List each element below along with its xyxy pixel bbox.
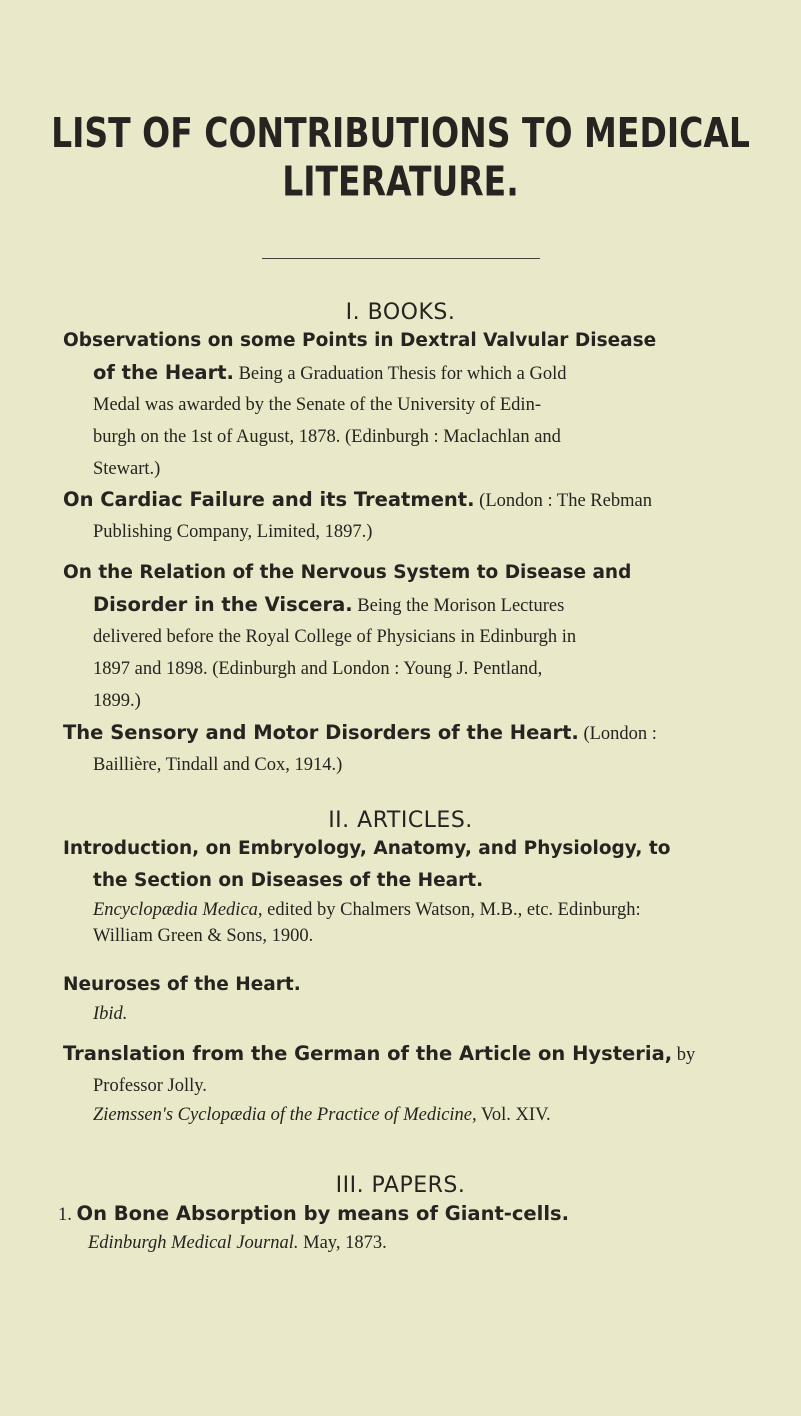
entry-title: Neuroses of the Heart. [63,974,301,995]
entry-citation [63,1102,743,1128]
entry-citation: William Green & Sons, 1900. [93,926,314,946]
entry-line [63,1038,743,1070]
entry-citation [63,897,743,923]
entry-text: 1899.) [93,691,141,711]
entry-title: On Cardiac Failure and its Treatment. [63,488,475,511]
entry-text: delivered before the Royal College of Physicians in Edinburgh in [93,627,577,647]
entry-title: On Bone Absorption by means of Giant-cells. [76,1202,570,1225]
entry-text: (London : The Rebman [474,491,652,511]
book-entry-cardiac-failure [63,484,743,548]
paper-entry-bone-absorption [58,1198,738,1256]
article-entry-neuroses [63,969,743,1027]
entry-title: Disorder in the Viscera. [93,593,353,616]
entry-title: the Section on Diseases of the Heart. [93,870,484,891]
entry-citation [58,1230,738,1256]
entry-text: (London : [578,724,657,744]
entry-text: burgh on the 1st of August, 1878. (Edinburgh : Maclachlan and [93,427,561,447]
entry-line [63,717,743,749]
entry-text: Medal was awarded by the Senate of the University of Edin- [93,395,541,415]
entry-title: Translation from the German of the Article on Hysteria, [63,1042,673,1065]
entry-title: of the Heart. [93,361,234,384]
entry-text: 1897 and 1898. (Edinburgh and London : Young J. Pentland, [93,659,543,679]
title-divider [262,258,540,259]
entry-number: 1. [58,1205,72,1225]
citation-source: Encyclopædia Medica, [93,900,263,920]
entry-line [58,1198,738,1230]
entry-line [63,484,743,516]
entry-title: Observations on some Points in Dextral Valvular Disease [63,330,657,351]
citation-source: Ziemssen's Cyclopædia of the Practice of Medicine, [93,1105,477,1125]
citation-source: Edinburgh Medical Journal. [88,1233,299,1253]
entry-text: by [672,1045,696,1065]
books-heading: I. BOOKS. [345,300,456,325]
citation-text: edited by Chalmers Watson, M.B., etc. Edinburgh: [262,900,641,920]
entry-title: The Sensory and Motor Disorders of the Heart. [63,721,579,744]
citation-text: Vol. XIV. [476,1105,551,1125]
entry-text: Baillière, Tindall and Cox, 1914.) [93,755,343,775]
page-title: LIST OF CONTRIBUTIONS TO MEDICAL LITERATURE. [51,108,750,206]
entry-title: Introduction, on Embryology, Anatomy, and Physiology, to [63,838,671,859]
citation-text: May, 1873. [298,1233,387,1253]
entry-text: Being the Morison Lectures [352,596,565,616]
entry-text: Stewart.) [93,459,161,479]
book-entry-dextral-valvular [63,325,743,485]
entry-text: Professor Jolly. [93,1076,207,1096]
articles-heading: II. ARTICLES. [328,808,473,833]
entry-line [63,357,743,389]
article-entry-hysteria [63,1038,743,1128]
papers-heading: III. PAPERS. [335,1173,466,1198]
entry-citation: Ibid. [93,1004,128,1024]
entry-line [63,589,743,621]
book-entry-nervous-system [63,557,743,717]
entry-text: Publishing Company, Limited, 1897.) [93,522,373,542]
book-entry-sensory-motor [63,717,743,781]
entry-text: Being a Graduation Thesis for which a Gold [233,364,567,384]
entry-title: On the Relation of the Nervous System to Disease and [63,562,632,583]
article-entry-introduction [63,833,743,949]
